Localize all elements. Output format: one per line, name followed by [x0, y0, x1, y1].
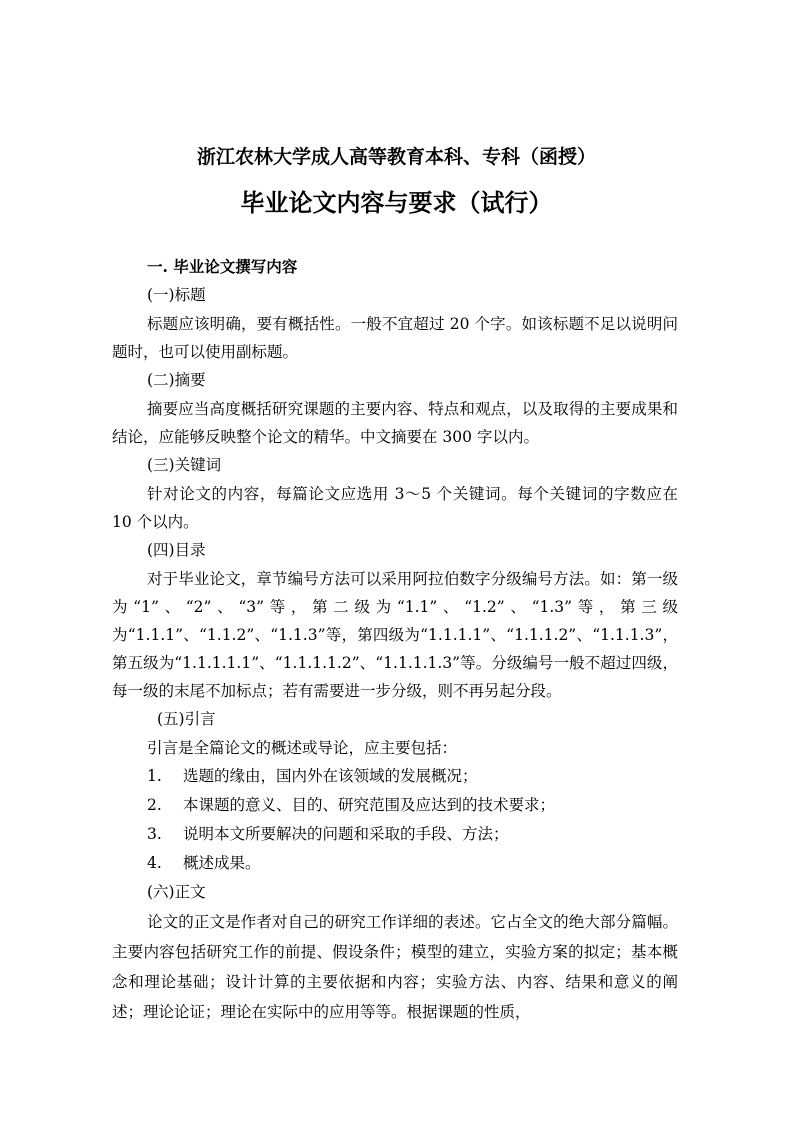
paragraph-main: 论文的正文是作者对自己的研究工作详细的表述。它占全文的绝大部分篇幅。主要内容包括研究工作的前提、假设条件；模型的建立，实验方案的拟定；基本概念和理论基础；设计计算的主要依据和内容；实验方法、内容、结果和意义的阐述；理论论证；理论在实际中的应用等等。根据课题的性质，	[112, 913, 678, 1021]
subsection-heading-title: (一)标题	[147, 286, 206, 304]
list-item-number: 4.	[147, 854, 162, 872]
list-item	[112, 762, 678, 791]
list-item-text: 说明本文所要解决的问题和采取的手段、方法；	[183, 825, 509, 843]
subsection-heading-keywords: (三)关键词	[147, 456, 222, 474]
list-item-number: 2.	[147, 796, 162, 814]
subsection-heading-main: (六)正文	[147, 883, 206, 901]
document-title-line1: 浙江农林大学成人高等教育本科、专科（函授）	[196, 146, 596, 168]
paragraph-title: 标题应该明确，要有概括性。一般不宜超过 20 个字。如该标题不足以说明问题时，也可以使用副标题。	[112, 315, 678, 361]
subsection-heading-abstract: (二)摘要	[147, 371, 206, 389]
list-item	[112, 849, 678, 878]
list-item-number: 1.	[147, 767, 162, 785]
section-heading: 一. 毕业论文撰写内容	[147, 257, 298, 276]
document-body	[112, 252, 678, 1027]
subsection-heading-toc: (四)目录	[147, 541, 206, 559]
paragraph-abstract: 摘要应当高度概括研究课题的主要内容、特点和观点，以及取得的主要成果和结论，应能够反映整个论文的精华。中文摘要在 300 字以内。	[112, 400, 678, 446]
document-title-line2: 毕业论文内容与要求（试行）	[240, 188, 553, 217]
list-item	[112, 820, 678, 849]
paragraph-intro: 引言是全篇论文的概述或导论，应主要包括：	[147, 739, 458, 757]
list-item-text: 本课题的意义、目的、研究范围及应达到的技术要求；	[183, 796, 556, 814]
paragraph-keywords: 针对论文的内容，每篇论文应选用 3～5 个关键词。每个关键词的字数应在 10 个以内。	[112, 485, 678, 531]
list-item-text: 概述成果。	[183, 854, 261, 872]
subsection-heading-intro: (五)引言	[157, 710, 216, 728]
list-item	[112, 791, 678, 820]
list-item-number: 3.	[147, 825, 162, 843]
paragraph-toc: 对于毕业论文，章节编号方法可以采用阿拉伯数字分级编号方法。如：第一级为“1”、“2”、“3”等，第二级为“1.1”、“1.2”、“1.3”等，第三级为“1.1.1”、“1.1.2”、“1.1.3”等，第四级为“1.1.1.1”、“1.1.1.2”、“1.1.1.3”，第五级为“1.1.1.1.1”、“1.1.1.1.2”、“1.1.1.1.3”等。分级编号一般不超过四级，每一级的末尾不加标点；若有需要进一步分级，则不再另起分段。	[112, 570, 678, 700]
list-item-text: 选题的缘由，国内外在该领域的发展概况；	[183, 767, 478, 785]
